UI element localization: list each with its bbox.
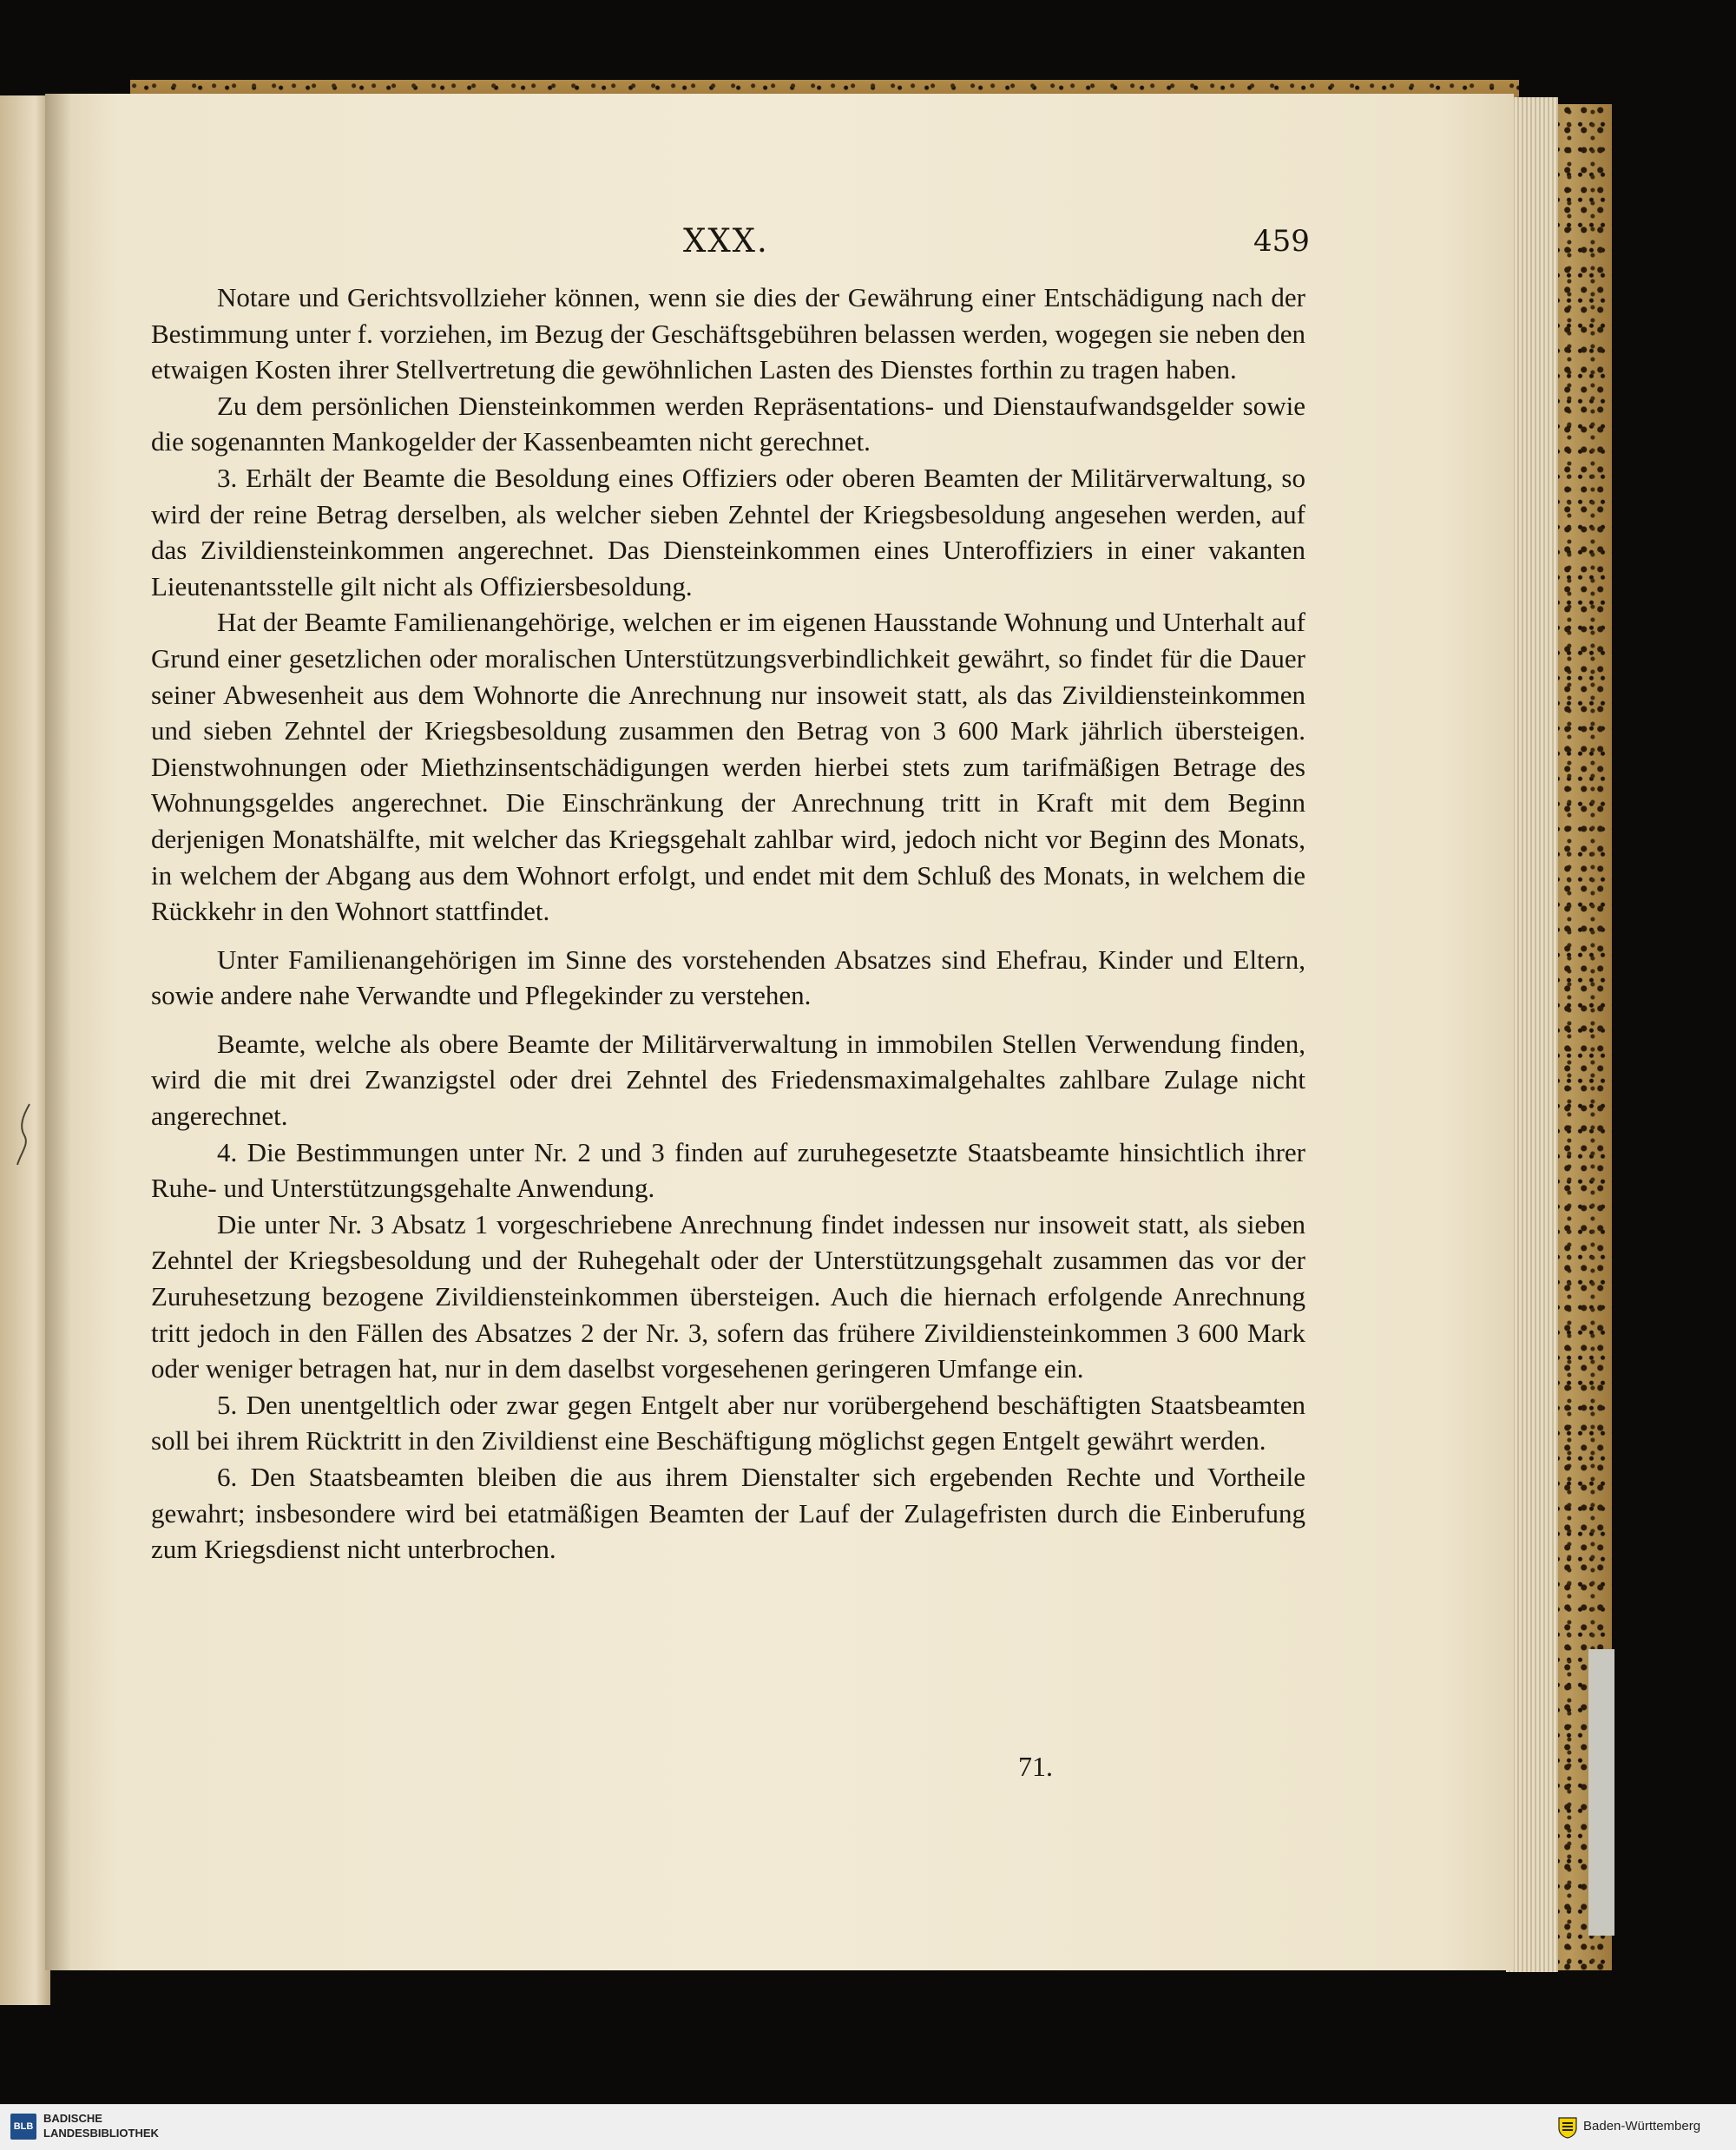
library-name-line2: LANDESBIBLIOTHEK — [43, 2127, 159, 2140]
baden-wuerttemberg-crest-icon — [1557, 2116, 1578, 2139]
body-text — [151, 279, 1305, 1568]
state-label[interactable]: Baden-Württemberg — [1583, 2119, 1701, 2134]
margin-pencil-mark — [14, 1101, 40, 1170]
paragraph: Hat der Beamte Familienangehörige, welchen er im eigenen Hausstande Wohnung und Unterhalt auf Grund einer gesetzlichen oder moralischen Unterstützungsverbindlichkeit gewährt, so findet für die Dauer seiner Abwesenheit aus dem Wohnorte die Anrechnung nur insoweit statt, als das Zivildiensteinkommen und sieben Zehntel der Kriegsbesoldung zusammen den Betrag von 3 600 Mark jährlich übersteigen. Dienstwohnungen oder Miethzinsentschädigungen werden hierbei stets zum tarifmäßigen Betrage des Wohnungsgeldes angerechnet. Die Einschränkung der Anrechnung tritt in Kraft mit dem Beginn derjenigen Monatshälfte, mit welcher das Kriegsgehalt zahlbar wird, jedoch nicht vor Beginn des Monats, in welchem der Abgang aus dem Wohnort erfolgt, und endet mit dem Schluß des Monats, in welchem die Rückkehr in den Wohnort stattfindet. — [151, 607, 1305, 927]
paragraph: 4. Die Bestimmungen unter Nr. 2 und 3 finden auf zuruhegesetzte Staatsbeamte hinsichtlich ihrer Ruhe- und Unterstützungsgehalte Anwendung. — [151, 1136, 1305, 1204]
blb-logo[interactable]: BLB — [10, 2114, 36, 2140]
library-name — [43, 2111, 159, 2140]
cover-paper-patch — [1588, 1649, 1614, 1936]
viewer-footer — [0, 2104, 1736, 2150]
chapter-heading: XXX. — [683, 222, 769, 260]
gutter-shadow — [45, 94, 71, 1970]
paragraph: 6. Den Staatsbeamten bleiben die aus ihrem Dienstalter sich ergebenden Rechte und Vortheile gewahrt; insbesondere wird bei etatmäßigen Beamten der Lauf der Zulagefristen durch die Einberufung zum Kriegsdienst nicht unterbrochen. — [151, 1462, 1305, 1565]
paragraph: Zu dem persönlichen Diensteinkommen werden Repräsentations- und Dienstaufwandsgelder sowie die sogenannten Mankogelder der Kassenbeamten nicht gerechnet. — [151, 390, 1305, 457]
section-number: 71. — [1018, 1751, 1053, 1782]
page-number: 459 — [1253, 224, 1310, 259]
paragraph: Unter Familienangehörigen im Sinne des vorstehenden Absatzes sind Ehefrau, Kinder und Eltern, sowie andere nahe Verwandte und Pflegekinder zu verstehen. — [151, 944, 1305, 1011]
paragraph: Beamte, welche als obere Beamte der Militärverwaltung in immobilen Stellen Verwendung finden, wird die mit drei Zwanzigstel oder drei Zehntel des Friedensmaximalgehaltes zahlbare Zulage nicht angerechnet. — [151, 1028, 1305, 1132]
paragraph: Notare und Gerichtsvollzieher können, wenn sie dies der Gewährung einer Entschädigung nach der Bestimmung unter f. vorziehen, im Bezug der Geschäftsgebühren belassen werden, wogegen sie neben den etwaigen Kosten ihrer Stellvertretung die gewöhnlichen Lasten des Dienstes forthin zu tragen haben. — [151, 282, 1305, 385]
page-stack-edge — [1506, 97, 1558, 1972]
paragraph: 5. Den unentgeltlich oder zwar gegen Entgelt aber nur vorübergehend beschäftigten Staatsbeamten soll bei ihrem Rücktritt in den Zivildienst eine Beschäftigung möglichst gegen Entgelt gewährt werden. — [151, 1389, 1305, 1456]
paragraph: 3. Erhält der Beamte die Besoldung eines Offiziers oder oberen Beamten der Militärverwaltung, so wird der reine Betrag derselben, als welcher sieben Zehntel der Kriegsbesoldung angesehen werden, auf das Zivildiensteinkommen angerechnet. Das Diensteinkommen eines Unteroffiziers in einer vakanten Lieutenantsstelle gilt nicht als Offiziersbesoldung. — [151, 462, 1305, 602]
paragraph: Die unter Nr. 3 Absatz 1 vorgeschriebene Anrechnung findet indessen nur insoweit statt, als sieben Zehntel der Kriegsbesoldung und der Ruhegehalt oder der Unterstützungsgehalt zusammen das vor der Zuruhesetzung bezogene Zivildiensteinkommen übersteigen. Auch die hiernach erfolgende Anrechnung tritt jedoch in den Fällen des Absatzes 2 der Nr. 3, sofern das frühere Zivildiensteinkommen 3 600 Mark oder weniger betragen hat, nur in dem daselbst vorgesehenen geringeren Umfange ein. — [151, 1208, 1305, 1384]
library-name-line1: BADISCHE — [43, 2112, 102, 2125]
left-facing-page-edge — [0, 95, 50, 2005]
